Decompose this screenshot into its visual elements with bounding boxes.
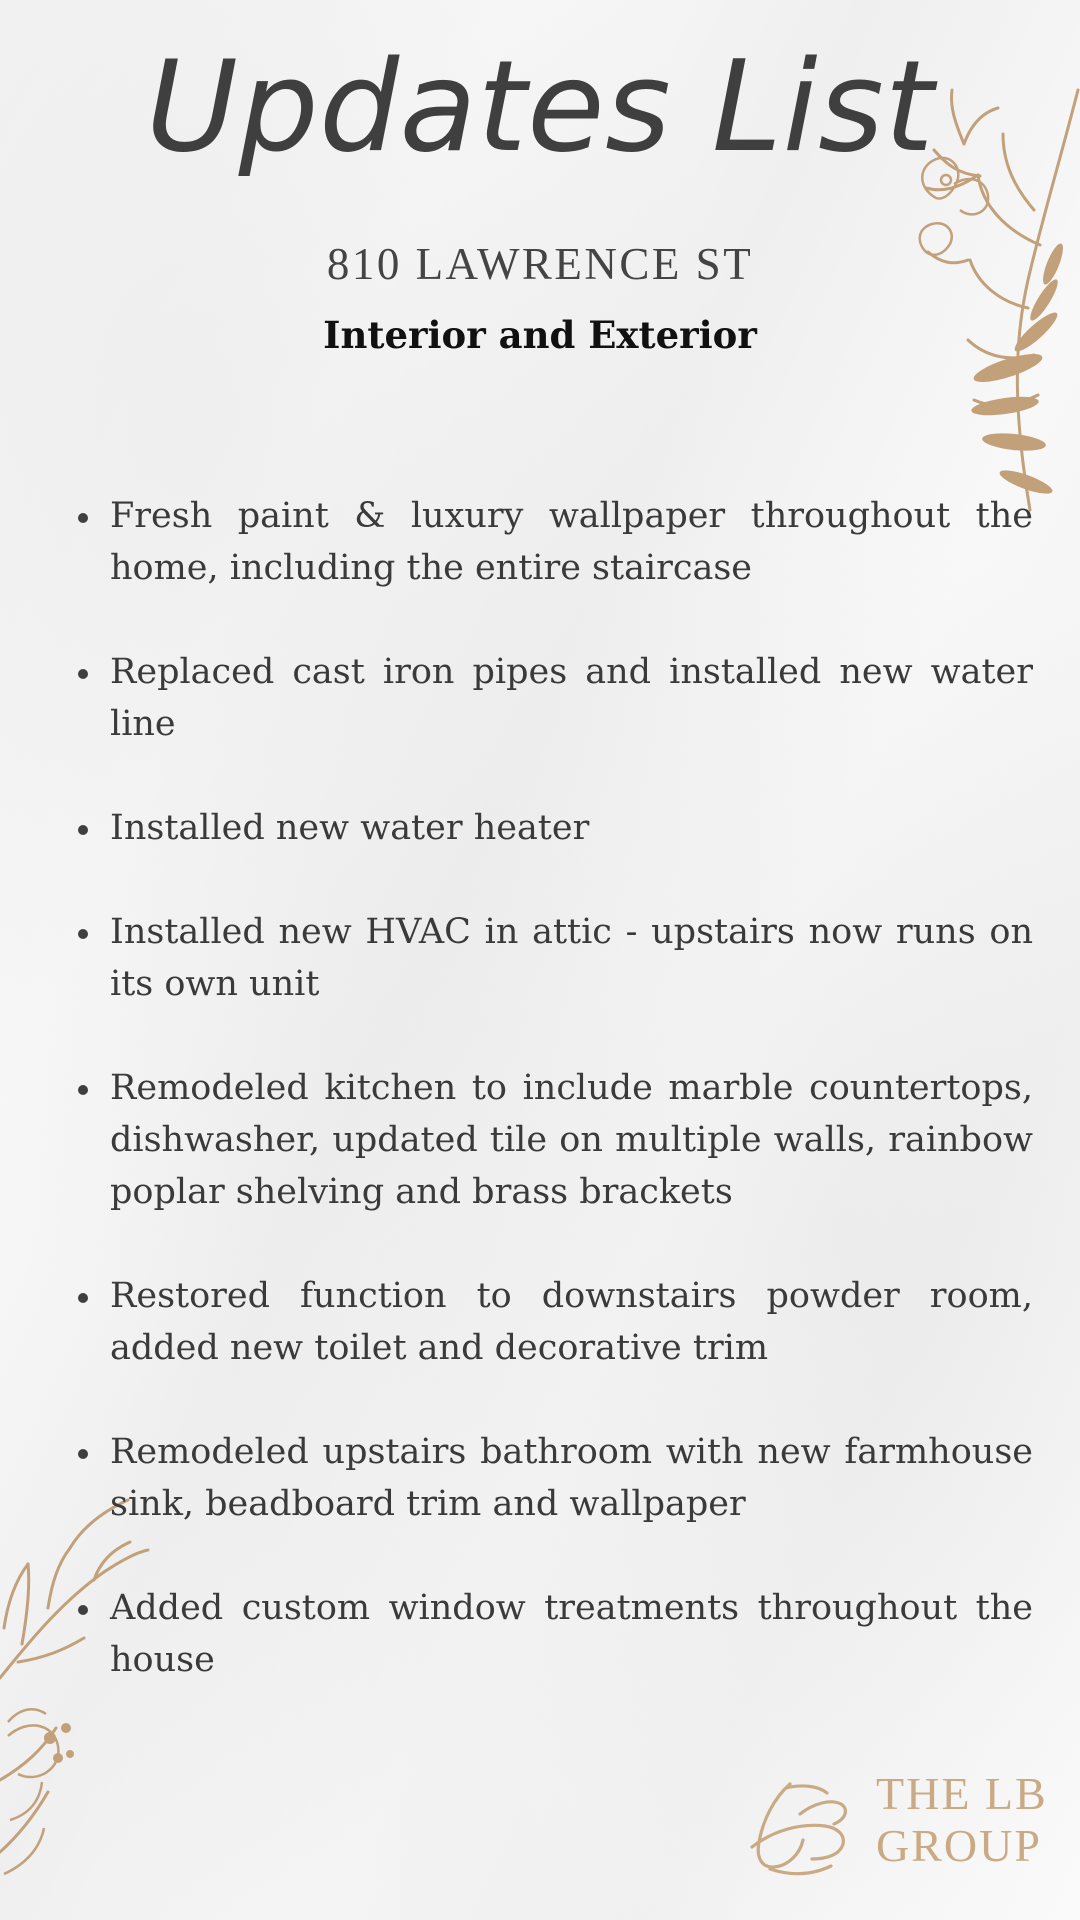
brand-line-1: THE LB: [876, 1768, 1048, 1819]
brand-logo: [728, 1768, 1058, 1880]
update-item: Remodeled kitchen to include marble countertops, dishwasher, updated tile on multiple walls, rainbow poplar shelving and brass brackets: [110, 1062, 1033, 1218]
property-address: 810 LAWRENCE ST: [326, 239, 754, 289]
update-item: Replaced cast iron pipes and installed new water line: [110, 646, 1033, 750]
update-item: Installed new HVAC in attic - upstairs now runs on its own unit: [110, 906, 1033, 1010]
brand-line-2: GROUP: [876, 1820, 1042, 1871]
brand-wordmark: [876, 1768, 1056, 1872]
update-item: Restored function to downstairs powder room, added new toilet and decorative trim: [110, 1270, 1033, 1374]
update-item: Installed new water heater: [110, 802, 1033, 854]
updates-list: [110, 490, 1033, 1738]
page-title: Updates List: [145, 33, 935, 180]
update-item: Fresh paint & luxury wallpaper throughout the home, including the entire staircase: [110, 490, 1033, 594]
monogram-icon: [728, 1768, 868, 1878]
update-item: Remodeled upstairs bathroom with new farmhouse sink, beadboard trim and wallpaper: [110, 1426, 1033, 1530]
page-subtitle: Interior and Exterior: [323, 313, 757, 357]
update-item: Added custom window treatments throughout the house: [110, 1582, 1033, 1686]
